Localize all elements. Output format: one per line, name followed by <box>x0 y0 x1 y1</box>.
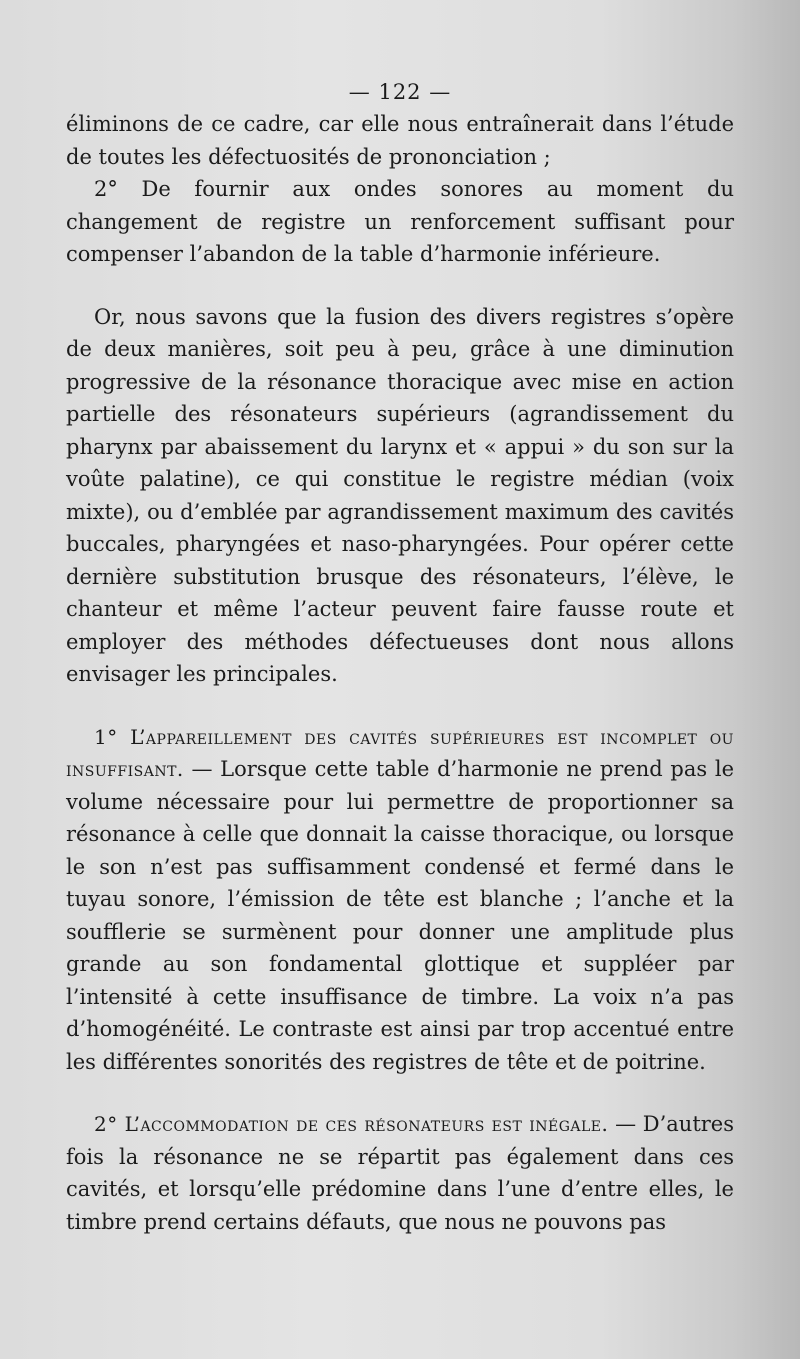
paragraph-section-2 <box>66 1108 734 1238</box>
section-1-body: — Lorsque cette table d’harmonie ne prend pas le volume nécessaire pour lui permettre de proportionner sa résonance à celle que donnait la caisse thoracique, ou lorsque le son n’est pas suffisamment condensé et fermé dans le tuyau sonore, l’émission de tête est blanche ; l’anche et la soufflerie se surmènent pour donner une amplitude plus grande au son fondamental glottique et suppléer par l’intensité à cette insuffisance de timbre. La voix n’a pas d’homogénéité. Le contraste est ainsi par trop accentué entre les différentes sonorités des registres de tête et de poitrine. <box>66 757 734 1074</box>
paragraph-section-1 <box>66 721 734 1079</box>
section-2-heading: 2° L’accommodation de ces résonateurs est inégale. <box>94 1112 609 1136</box>
paragraph-continuation: éliminons de ce cadre, car elle nous entraînerait dans l’étude de toutes les défectuosités de prononciation ; <box>66 112 734 169</box>
book-page <box>66 80 734 1238</box>
paragraph-fusion-registres: Or, nous savons que la fusion des divers registres s’opère de deux manières, soit peu à peu, grâce à une diminution progressive de la résonance thoracique avec mise en action partielle des résonateurs supérieurs (agrandissement du pharynx par abaissement du larynx et « appui » du son sur la voûte palatine), ce qui constitue le registre médian (voix mixte), ou d’emblée par agrandissement maximum des cavités buccales, pharyngées et naso-pharyngées. Pour opérer cette dernière substitution brusque des résonateurs, l’élève, le chanteur et même l’acteur peuvent faire fausse route et employer des méthodes défectueuses dont nous allons envisager les principales. <box>66 304 734 686</box>
page-number: — 122 — <box>348 80 452 104</box>
section-1-heading: 1° L’appareillement des cavités supérieures est incomplet ou insuffisant. <box>66 724 734 781</box>
paragraph-point-2: 2° De fournir aux ondes sonores au moment du changement de registre un renforcement suffisant pour compenser l’abandon de la table d’harmonie inférieure. <box>66 177 734 266</box>
section-2-body: — D’autres fois la résonance ne se répartit pas également dans ces cavités, et lorsqu’elle prédomine dans l’une d’entre elles, le timbre prend certains défauts, que nous ne pouvons pas <box>66 1112 735 1234</box>
